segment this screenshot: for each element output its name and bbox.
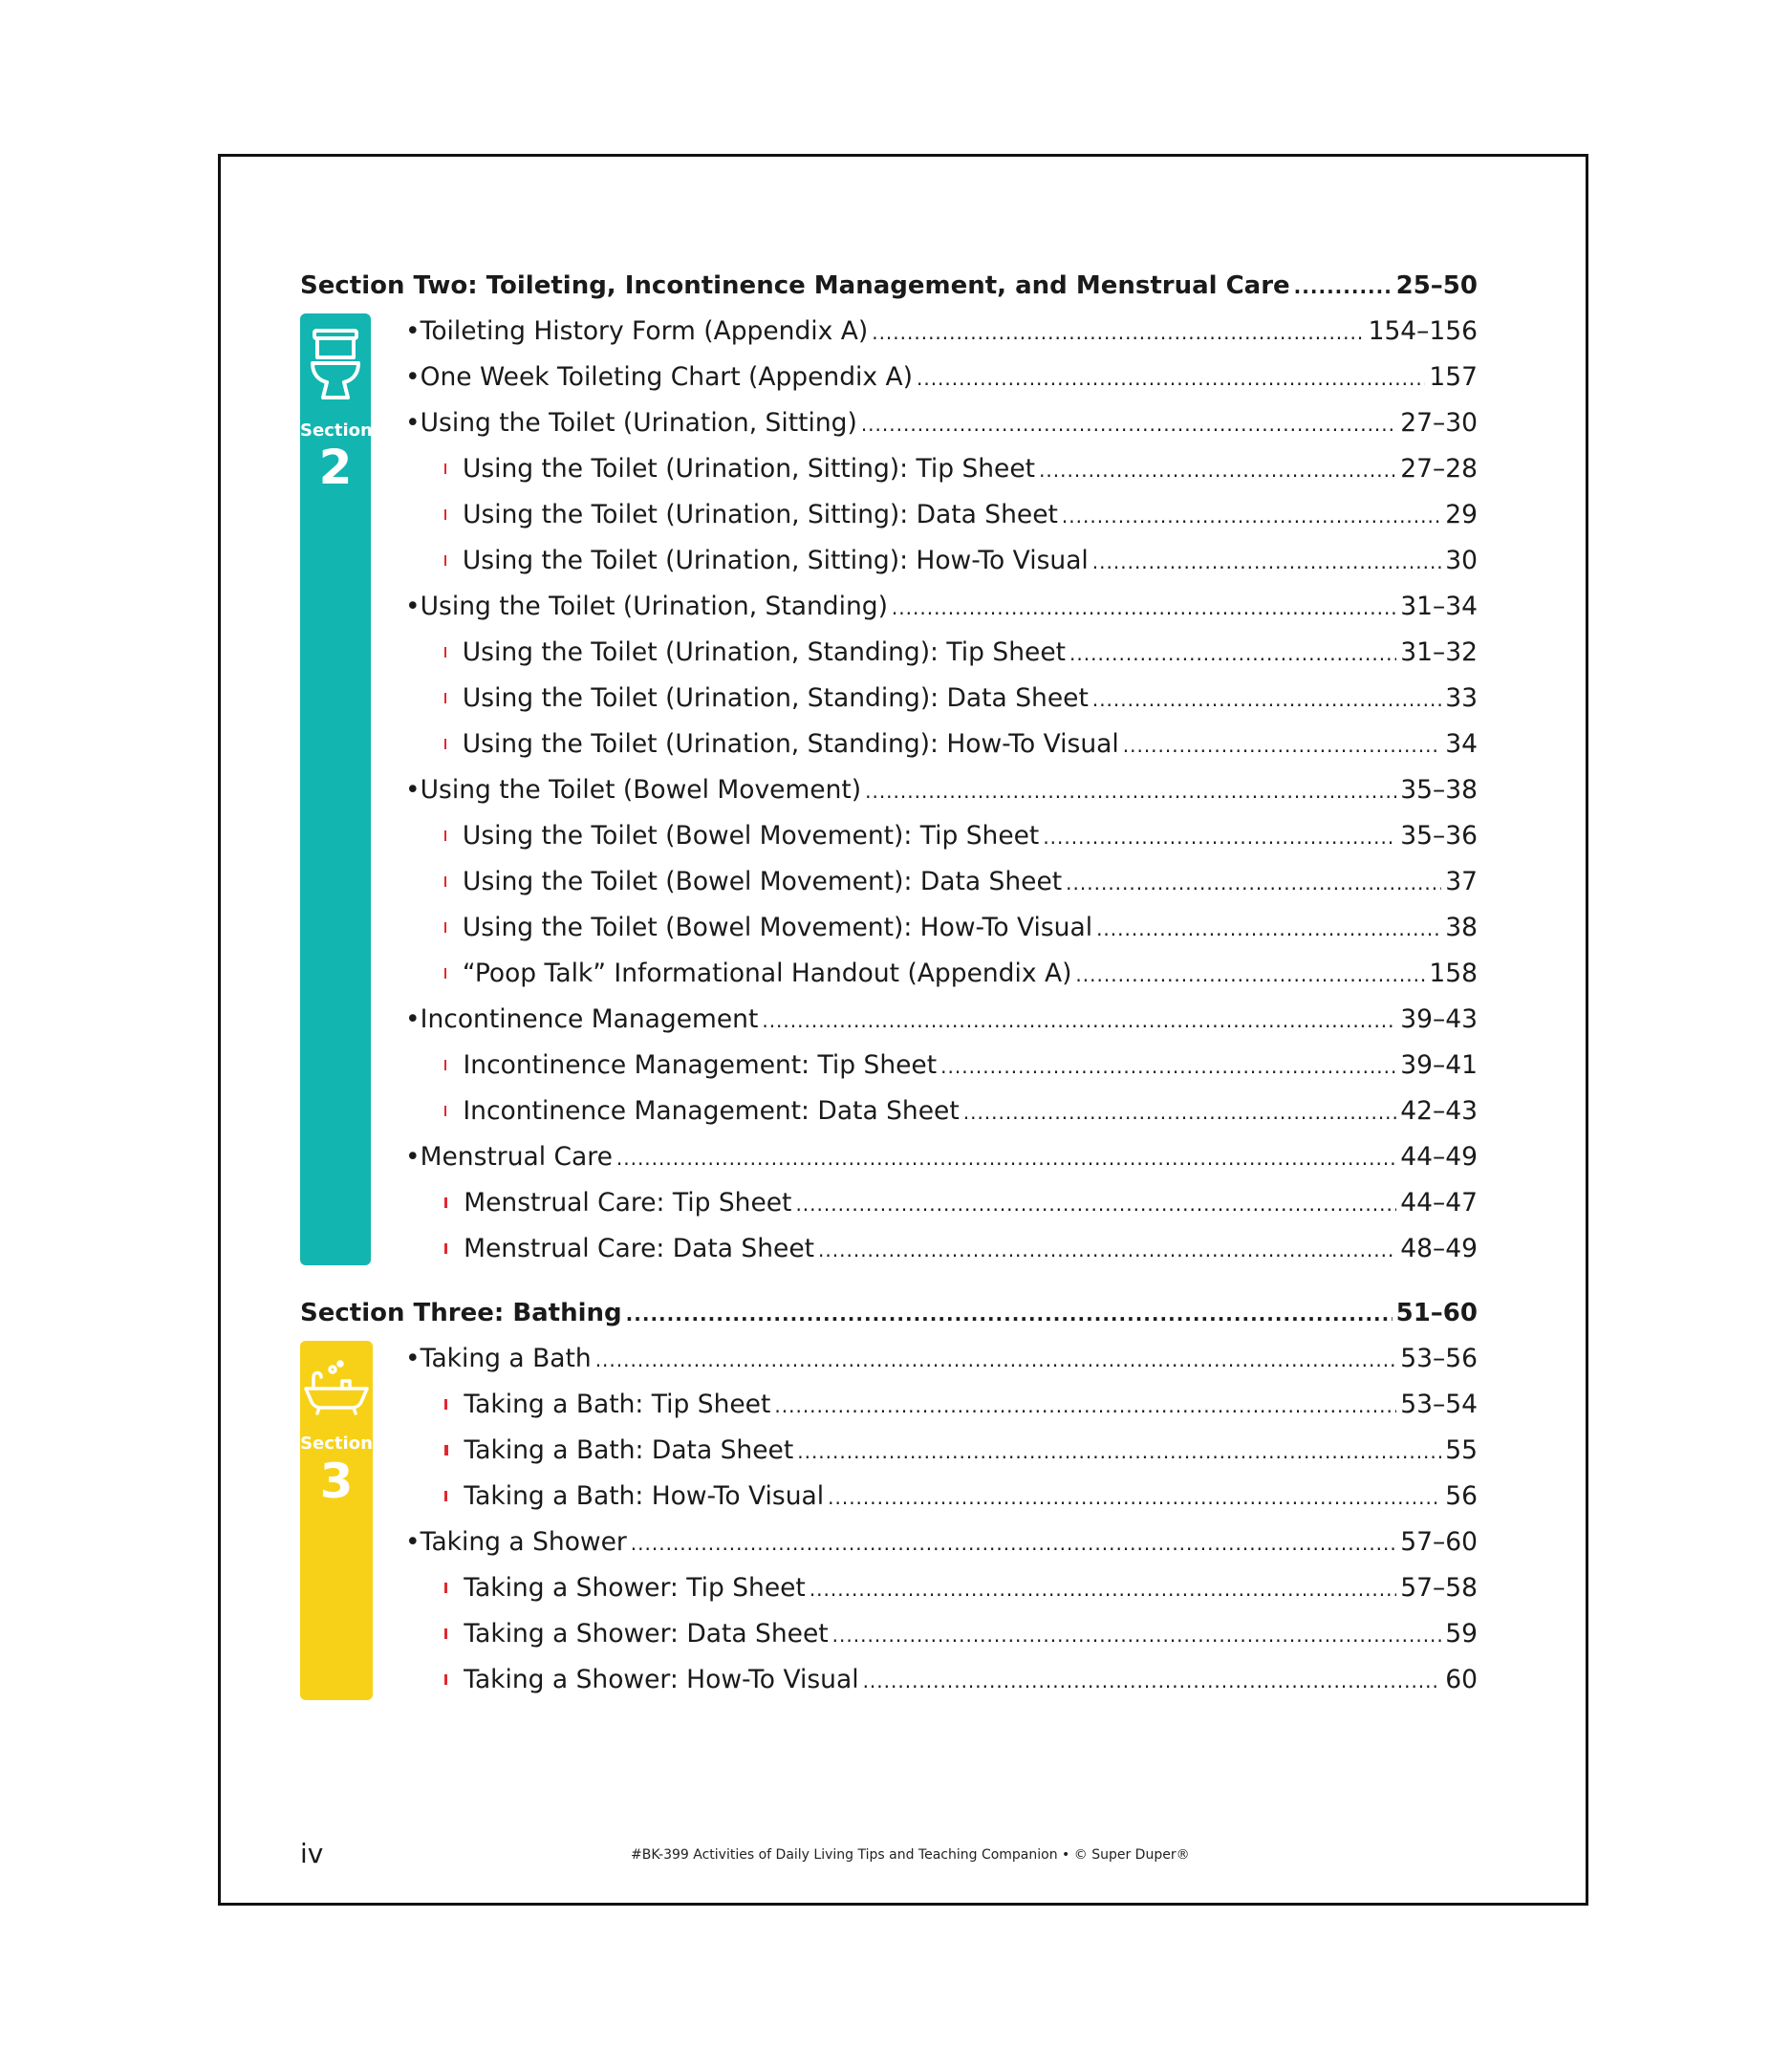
toc-entry-title: Incontinence Management: Data Sheet [463,1096,960,1126]
toc-entry-pages: 53–54 [1400,1390,1478,1419]
toc-entry-title: Using the Toilet (Bowel Movement): How-To Visual [462,913,1093,942]
toc-entry [405,1003,1478,1036]
toc-entry-title: Using the Toilet (Bowel Movement): Tip Sheet [462,821,1040,851]
dot-leader [818,1234,1396,1266]
toc-entry [444,958,1478,990]
toc-entry-title: Using the Toilet (Urination, Sitting) [420,408,857,438]
bullet-dot: • [405,1004,421,1034]
bullet-dot: • [405,775,421,805]
toc-entry-pages: 29 [1445,500,1478,529]
red-square-bullet [444,463,446,474]
toc-entry-pages: 39–41 [1400,1050,1478,1080]
toc-entry-pages: 55 [1445,1435,1478,1465]
toc-entry-pages: 31–32 [1400,637,1478,667]
toc-entry [444,1618,1478,1650]
toc-entry-pages: 34 [1445,729,1478,759]
red-square-bullet [444,1628,447,1639]
toc-entry-pages: 35–36 [1400,821,1478,851]
section-3-tab-label: Section [300,1434,373,1454]
toc-entry-title: Incontinence Management: Tip Sheet [463,1050,938,1080]
toc-entry [405,1526,1478,1559]
toc-entry-title: Menstrual Care: Data Sheet [464,1234,815,1263]
red-square-bullet [444,1106,446,1116]
dot-leader [595,1344,1397,1376]
toc-entry-title: Taking a Shower: Tip Sheet [464,1573,806,1603]
toc-entry [444,499,1478,531]
dot-leader [762,1004,1396,1037]
toc-entry-title: One Week Toileting Chart (Appendix A) [420,362,913,392]
toc-entry-title: Taking a Shower: How-To Visual [464,1665,859,1694]
bullet-dot: • [405,1142,421,1172]
section-3-tab-number: 3 [319,1454,354,1509]
toc-entry-pages: 57–60 [1400,1527,1478,1557]
bullet-dot: • [405,1344,421,1373]
red-square-bullet [444,1445,448,1455]
toc-entry [405,1141,1478,1174]
toc-entry-title: Using the Toilet (Urination, Sitting): Tip Sheet [462,454,1036,484]
dot-leader [892,592,1396,624]
toc-entry-title: Using the Toilet (Bowel Movement) [420,775,862,805]
dot-leader [863,1665,1442,1697]
toc-entry-pages: 31–34 [1400,592,1478,621]
dot-leader [810,1573,1396,1606]
toc-entry [444,1389,1478,1421]
toc-entry [444,1187,1478,1219]
toc-entry [444,545,1478,577]
toc-entry-pages: 158 [1429,959,1478,988]
dot-leader [616,1142,1396,1175]
toc-entry-pages: 39–43 [1400,1004,1478,1034]
toc-entry [444,1095,1478,1128]
toc-entry-pages: 30 [1445,546,1478,575]
bullet-dot: • [405,316,421,346]
toc-entry-title: Using the Toilet (Urination, Standing): How-To Visual [462,729,1119,759]
dot-leader [865,775,1396,808]
red-square-bullet [444,876,446,887]
toc-entry [405,774,1478,807]
toc-entry [405,361,1478,394]
dot-leader [1092,546,1441,578]
toc-entry-pages: 57–58 [1400,1573,1478,1603]
toc-entry-title: Taking a Bath: Data Sheet [464,1435,794,1465]
section-heading-title: Section Two: Toileting, Incontinence Management, and Menstrual Care [300,271,1290,300]
dot-leader [832,1619,1442,1651]
dot-leader [1123,729,1442,762]
section-heading-pages: 51–60 [1395,1299,1478,1327]
section-2-tab-number: 2 [318,440,353,495]
toc-entry-title: Using the Toilet (Urination, Sitting): How-To Visual [462,546,1089,575]
toc-entry-title: Taking a Bath: How-To Visual [464,1481,825,1511]
toc-entry-title: Menstrual Care [420,1142,613,1172]
toc-entry-pages: 56 [1445,1481,1478,1511]
toc-entry [444,1572,1478,1605]
dot-leader [1294,270,1393,303]
toc-entry-title: Incontinence Management [420,1004,759,1034]
dot-leader [917,362,1425,395]
page-number: iv [300,1838,324,1869]
footer-credit: #BK-399 Activities of Daily Living Tips and Teaching Companion • © Super Duper® [631,1847,1190,1863]
toc-entry-title: Using the Toilet (Bowel Movement): Data Sheet [463,867,1063,896]
dot-leader [1075,959,1425,991]
section-heading-title: Section Three: Bathing [300,1299,622,1327]
toc-entry-pages: 33 [1445,683,1478,713]
section-2-tab [300,313,371,1265]
section-heading-pages: 25–50 [1395,271,1478,300]
toc-entry [444,453,1478,485]
dot-leader [1092,683,1441,716]
red-square-bullet [444,1197,447,1208]
toc-entry-pages: 53–56 [1400,1344,1478,1373]
dot-leader [795,1188,1396,1220]
dot-leader [774,1390,1396,1422]
toc-entry [444,1480,1478,1513]
toc-entry-pages: 27–30 [1400,408,1478,438]
dot-leader [963,1096,1397,1129]
bullet-dot: • [405,408,421,438]
toc-entry [444,636,1478,669]
red-square-bullet [444,647,446,658]
dot-leader [1043,821,1396,853]
section-3-tab [300,1341,373,1700]
dot-leader [1066,867,1441,899]
section-two-heading [300,269,1478,302]
dot-leader [940,1050,1396,1083]
red-square-bullet [444,739,446,749]
toc-entry-pages: 37 [1445,867,1478,896]
toc-entry [405,407,1478,440]
red-square-bullet [444,1243,447,1254]
toc-entry [405,1343,1478,1375]
bullet-dot: • [405,1527,421,1557]
red-square-bullet [444,1491,447,1501]
section-three-heading [300,1297,1478,1329]
toc-entry-pages: 44–49 [1400,1142,1478,1172]
toc-entry-title: Taking a Bath [420,1344,592,1373]
section-2-tab-label: Section [300,420,373,441]
toc-entry-pages: 44–47 [1400,1188,1478,1218]
red-square-bullet [444,922,446,933]
dot-leader [828,1481,1441,1514]
toilet-icon [300,325,371,407]
toc-entry [444,1049,1478,1082]
toc-entry-title: Toileting History Form (Appendix A) [420,316,869,346]
toc-entry-pages: 157 [1429,362,1478,392]
toc-entry-title: Taking a Shower [420,1527,627,1557]
toc-entry-pages: 60 [1445,1665,1478,1694]
dot-leader [861,408,1396,441]
dot-leader [872,316,1364,349]
dot-leader [1039,454,1396,486]
toc-entry-title: Menstrual Care: Tip Sheet [464,1188,792,1218]
toc-entry-title: Using the Toilet (Urination, Standing): Tip Sheet [462,637,1067,667]
toc-entry [405,315,1478,348]
red-square-bullet [444,555,446,566]
toc-entry-title: Using the Toilet (Urination, Standing) [420,592,888,621]
toc-entry-pages: 38 [1445,913,1478,942]
toc-entry [444,1434,1478,1467]
toc-entry [444,728,1478,761]
toc-entry-pages: 42–43 [1400,1096,1478,1126]
toc-entry-title: “Poop Talk” Informational Handout (Appendix A) [462,959,1072,988]
dot-leader [631,1527,1397,1560]
toc-entry-title: Taking a Shower: Data Sheet [464,1619,829,1649]
dot-leader [1096,913,1441,945]
red-square-bullet [444,1583,447,1593]
toc-entry-pages: 27–28 [1400,454,1478,484]
dot-leader [1062,500,1441,532]
red-square-bullet [444,830,446,841]
toc-entry-title: Using the Toilet (Urination, Sitting): Data Sheet [463,500,1058,529]
bathtub-icon [300,1360,373,1417]
dot-leader [797,1435,1441,1468]
toc-entry-title: Using the Toilet (Urination, Standing): Data Sheet [462,683,1089,713]
red-square-bullet [444,1674,447,1685]
toc-entry [444,682,1478,715]
toc-entry [444,912,1478,944]
red-square-bullet [444,968,446,979]
bullet-dot: • [405,592,421,621]
toc-entry [444,866,1478,898]
toc-entry-pages: 35–38 [1400,775,1478,805]
toc-entry [444,1664,1478,1696]
red-square-bullet [444,693,446,703]
red-square-bullet [444,509,446,520]
toc-entry [444,820,1478,852]
bullet-dot: • [405,362,421,392]
toc-entry [405,591,1478,623]
red-square-bullet [444,1399,447,1410]
toc-entry-pages: 154–156 [1368,316,1478,346]
red-square-bullet [444,1060,446,1070]
toc-entry-pages: 59 [1445,1619,1478,1649]
toc-entry [444,1233,1478,1265]
toc-entry-title: Taking a Bath: Tip Sheet [464,1390,771,1419]
dot-leader [626,1298,1393,1330]
toc-entry-pages: 48–49 [1400,1234,1478,1263]
dot-leader [1069,637,1396,670]
